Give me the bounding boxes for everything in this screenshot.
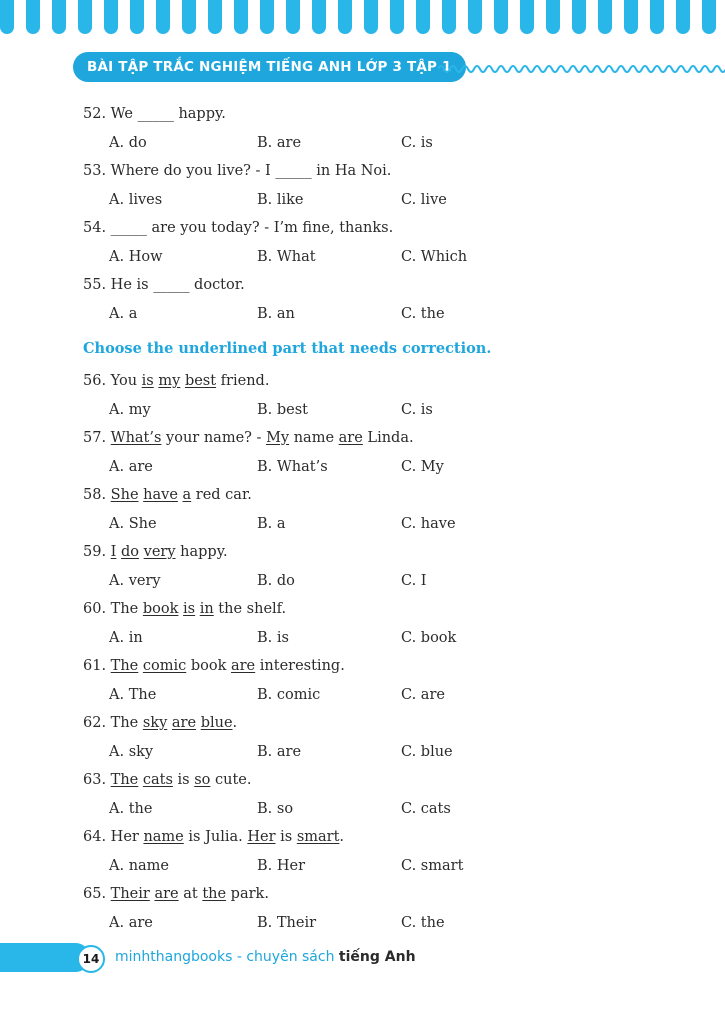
question-text	[83, 367, 683, 396]
stripe	[130, 0, 144, 34]
stripe	[364, 0, 378, 34]
option-a[interactable]: A. are	[109, 459, 153, 475]
option-b[interactable]: B. so	[257, 801, 294, 817]
stripe	[26, 0, 40, 34]
option-b[interactable]: B. is	[257, 630, 289, 646]
stripe	[572, 0, 586, 34]
stripe	[624, 0, 638, 34]
section-heading: Choose the underlined part that needs correction.	[83, 340, 492, 357]
stripe	[52, 0, 66, 34]
answer-options	[83, 909, 683, 937]
underlined-word: are	[338, 430, 363, 446]
option-c[interactable]: C. is	[401, 402, 433, 418]
question-segment: interesting.	[255, 658, 345, 674]
option-a[interactable]: A. my	[109, 402, 151, 418]
question-segment: 65.	[83, 886, 111, 902]
underlined-word: cats	[142, 772, 173, 788]
question-segment: is	[275, 829, 297, 845]
underlined-word: I	[110, 544, 117, 560]
answer-options	[83, 243, 683, 271]
option-b[interactable]: B. comic	[257, 687, 321, 703]
option-b[interactable]: B. a	[257, 516, 286, 532]
underlined-word: best	[184, 373, 217, 389]
option-a[interactable]: A. name	[109, 858, 170, 874]
question-text	[83, 652, 683, 681]
question-text	[83, 709, 683, 738]
question-segment: 58.	[83, 487, 111, 503]
answer-options	[83, 396, 683, 424]
question-segment: 55. He is _____ doctor.	[83, 277, 245, 293]
stripe	[182, 0, 196, 34]
option-b[interactable]: B. are	[257, 135, 302, 151]
option-c[interactable]: C. have	[401, 516, 456, 532]
option-c[interactable]: C. live	[401, 192, 447, 208]
stripe	[286, 0, 300, 34]
page-number: 14	[77, 945, 105, 973]
underlined-word: Their	[110, 886, 150, 902]
underlined-word: The	[110, 772, 139, 788]
option-c[interactable]: C. are	[401, 687, 445, 703]
page-header-title: BÀI TẬP TRẮC NGHIỆM TIẾNG ANH LỚP 3 TẬP 1	[73, 52, 466, 82]
question-segment: 52. We _____ happy.	[83, 106, 226, 122]
answer-options	[83, 453, 683, 481]
question-segment: your name? -	[161, 430, 267, 446]
question-segment: .	[339, 829, 345, 845]
answer-options	[83, 186, 683, 214]
underlined-word: have	[143, 487, 178, 503]
underlined-word: a	[182, 487, 192, 503]
stripe	[312, 0, 326, 34]
question-segment: the shelf.	[213, 601, 287, 617]
stripe	[416, 0, 430, 34]
question-segment: red car.	[191, 487, 252, 503]
underlined-word: do	[121, 544, 140, 560]
question-text	[83, 481, 683, 510]
question-text	[83, 271, 683, 300]
stripe	[338, 0, 352, 34]
answer-options	[83, 852, 683, 880]
answer-options	[83, 795, 683, 823]
question-segment: book	[186, 658, 231, 674]
question-text	[83, 823, 683, 852]
stripe	[520, 0, 534, 34]
stripe	[598, 0, 612, 34]
wave-decoration	[438, 62, 725, 76]
underlined-word: The	[110, 658, 139, 674]
answer-options	[83, 681, 683, 709]
question-segment: is	[172, 772, 195, 788]
question-content	[83, 100, 683, 937]
question-text	[83, 214, 683, 243]
answer-options	[83, 624, 683, 652]
question-segment: 57.	[83, 430, 111, 446]
question-segment: Linda.	[362, 430, 414, 446]
option-a[interactable]: A. in	[109, 630, 143, 646]
underlined-word: Her	[247, 829, 276, 845]
question-segment: at	[178, 886, 203, 902]
underlined-word: is	[141, 373, 154, 389]
question-segment: cute.	[210, 772, 252, 788]
option-a[interactable]: A. sky	[109, 744, 154, 760]
stripe	[0, 0, 14, 34]
option-a[interactable]: A. a	[109, 306, 138, 322]
question-segment: 53. Where do you live? - I _____ in Ha Noi.	[83, 163, 392, 179]
option-c[interactable]: C. I	[401, 573, 427, 589]
stripe	[702, 0, 716, 34]
underlined-word: are	[230, 658, 256, 674]
option-b[interactable]: B. like	[257, 192, 304, 208]
question-text	[83, 538, 683, 567]
option-c[interactable]: C. book	[401, 630, 457, 646]
option-b[interactable]: B. Her	[257, 858, 306, 874]
underlined-word: are	[171, 715, 197, 731]
underlined-word: is	[183, 601, 196, 617]
underlined-word: My	[266, 430, 290, 446]
question-text	[83, 766, 683, 795]
underlined-word: smart	[296, 829, 340, 845]
footer-brand	[115, 947, 416, 967]
question-segment: friend.	[216, 373, 270, 389]
underlined-word: in	[199, 601, 214, 617]
multiple-choice-group	[83, 100, 683, 328]
stripe	[260, 0, 274, 34]
option-b[interactable]: B. do	[257, 573, 295, 589]
stripe	[78, 0, 92, 34]
option-a[interactable]: A. very	[109, 573, 161, 589]
option-c[interactable]: C. My	[401, 459, 444, 475]
stripe	[650, 0, 664, 34]
question-segment: 59.	[83, 544, 111, 560]
underlined-word: so	[194, 772, 211, 788]
option-c[interactable]: C. cats	[401, 801, 451, 817]
stripe	[390, 0, 404, 34]
stripe	[468, 0, 482, 34]
option-a[interactable]: A. lives	[109, 192, 163, 208]
option-a[interactable]: A. do	[109, 135, 147, 151]
underlined-word: blue	[200, 715, 233, 731]
question-text	[83, 100, 683, 129]
answer-options	[83, 510, 683, 538]
answer-options	[83, 300, 683, 328]
underlined-word: She	[110, 487, 139, 503]
stripe	[676, 0, 690, 34]
option-b[interactable]: B. Their	[257, 915, 317, 931]
underlined-word: book	[142, 601, 179, 617]
option-a[interactable]: A. The	[109, 687, 157, 703]
question-segment: 56. You	[83, 373, 142, 389]
question-segment: happy.	[175, 544, 228, 560]
underlined-word: sky	[142, 715, 168, 731]
option-a[interactable]: A. How	[109, 249, 163, 265]
answer-options	[83, 129, 683, 157]
option-a[interactable]: A. are	[109, 915, 153, 931]
option-c[interactable]: C. smart	[401, 858, 464, 874]
option-b[interactable]: B. are	[257, 744, 302, 760]
option-c[interactable]: C. the	[401, 915, 445, 931]
option-c[interactable]: C. Which	[401, 249, 468, 265]
answer-options	[83, 738, 683, 766]
option-b[interactable]: B. an	[257, 306, 295, 322]
question-text	[83, 424, 683, 453]
question-segment: 54. _____ are you today? - I’m fine, thanks.	[83, 220, 394, 236]
question-text	[83, 880, 683, 909]
stripe	[156, 0, 170, 34]
question-segment: name	[289, 430, 339, 446]
footer-brand-strong: tiếng Anh	[338, 949, 416, 965]
underlined-word: are	[154, 886, 179, 902]
stripe	[546, 0, 560, 34]
question-segment: 62. The	[83, 715, 143, 731]
question-segment: 60. The	[83, 601, 143, 617]
option-c[interactable]: C. blue	[401, 744, 453, 760]
stripe	[234, 0, 248, 34]
question-segment: 63.	[83, 772, 111, 788]
question-text	[83, 157, 683, 186]
underlined-word: name	[143, 829, 184, 845]
stripe	[208, 0, 222, 34]
stripe	[104, 0, 118, 34]
option-b[interactable]: B. What’s	[257, 459, 328, 475]
option-b[interactable]: B. What	[257, 249, 316, 265]
underlined-word: very	[143, 544, 176, 560]
question-segment: is Julia.	[183, 829, 248, 845]
option-a[interactable]: A. She	[109, 516, 157, 532]
question-segment: .	[232, 715, 238, 731]
option-b[interactable]: B. best	[257, 402, 309, 418]
option-a[interactable]: A. the	[109, 801, 153, 817]
stripe	[494, 0, 508, 34]
top-stripe-border	[0, 0, 725, 34]
underlined-word: What’s	[110, 430, 162, 446]
correction-group	[83, 367, 683, 937]
underlined-word: comic	[142, 658, 187, 674]
underlined-word: my	[158, 373, 181, 389]
footer-brand-text: minhthangbooks - chuyên sách	[115, 949, 335, 965]
question-text	[83, 595, 683, 624]
answer-options	[83, 567, 683, 595]
option-c[interactable]: C. the	[401, 306, 445, 322]
question-segment: 64. Her	[83, 829, 144, 845]
stripe	[442, 0, 456, 34]
underlined-word: the	[202, 886, 227, 902]
option-c[interactable]: C. is	[401, 135, 433, 151]
question-segment: 61.	[83, 658, 111, 674]
question-segment: park.	[226, 886, 269, 902]
